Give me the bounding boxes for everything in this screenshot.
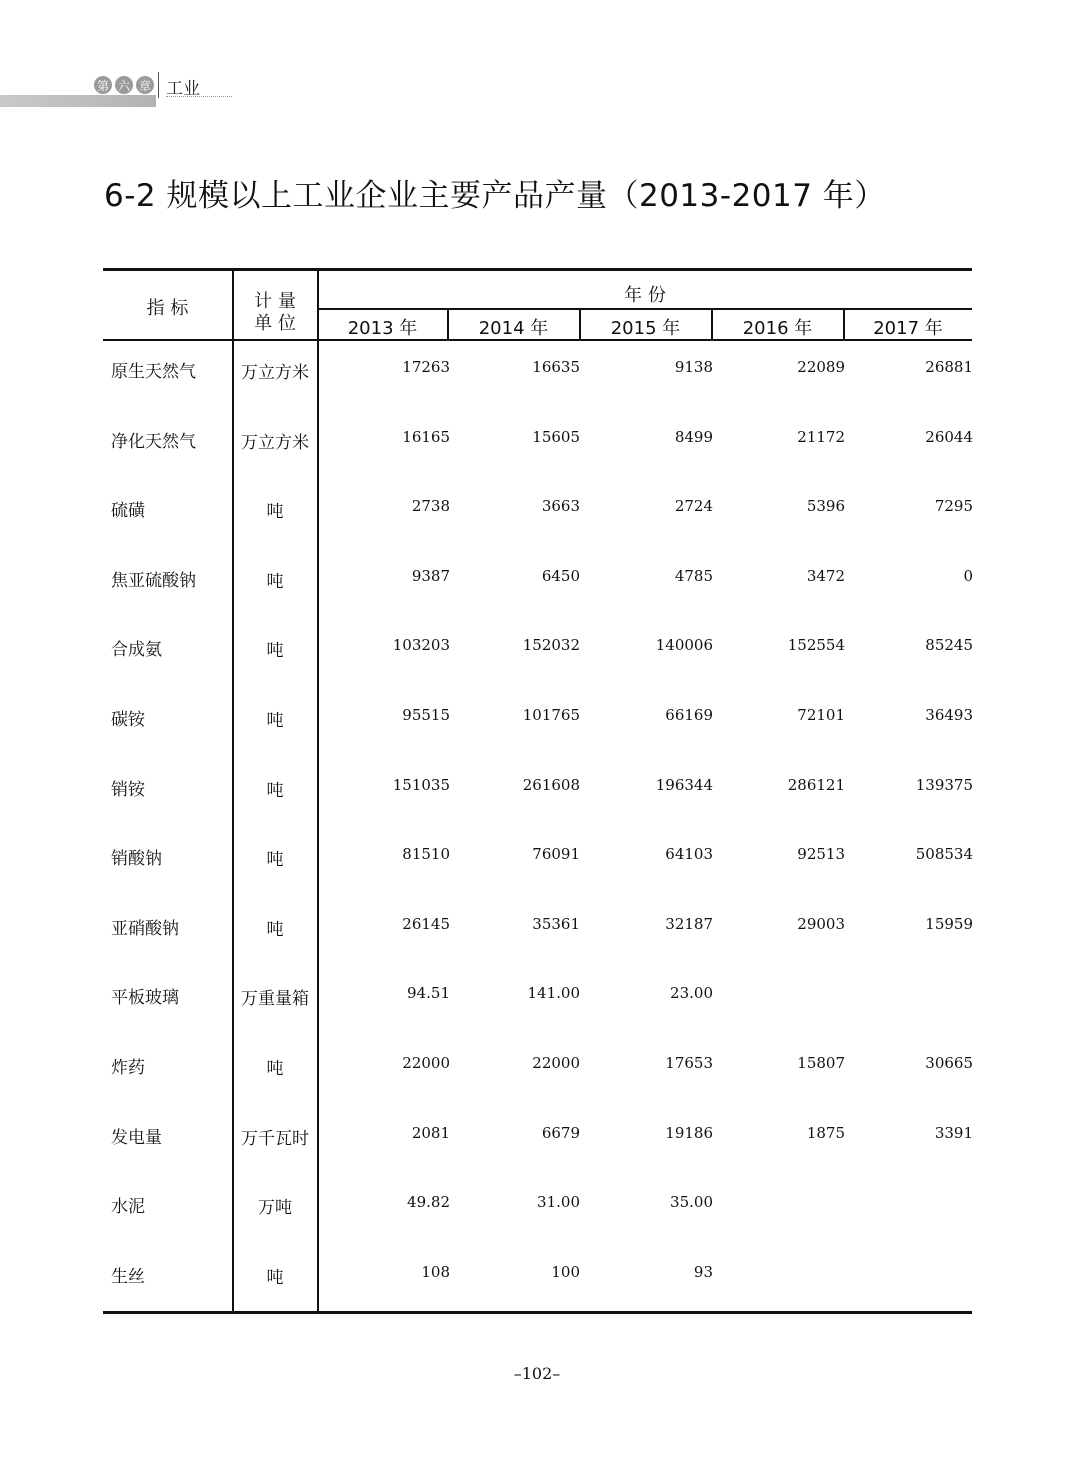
table-cell-value: 0: [963, 566, 973, 585]
row-unit-label: 吨: [266, 850, 284, 871]
row-unit-label: 万千瓦时: [241, 1128, 309, 1149]
table-cell-value: 76091: [532, 845, 580, 864]
table-cell-value: 16165: [402, 427, 450, 446]
table-cell-value: 15959: [925, 914, 973, 933]
table-cell-value: 92513: [797, 845, 845, 864]
table-cell-value: 36493: [925, 706, 973, 724]
chapter-badge-char: 章: [136, 76, 154, 94]
table-cell-value: 8499: [674, 427, 713, 446]
row-unit-label: 吨: [266, 711, 284, 731]
row-indicator-label: 销酸钠: [111, 849, 162, 870]
chapter-badge-char: 第: [94, 76, 112, 94]
chapter-divider: [158, 72, 159, 98]
row-indicator-label: 生丝: [111, 1266, 145, 1287]
table-cell-value: 26044: [925, 427, 973, 446]
year-group-rule: [318, 308, 972, 310]
row-unit-label: 吨: [266, 641, 284, 662]
table-cell-value: 108: [421, 1262, 450, 1281]
table-cell-value: 101765: [522, 706, 580, 724]
table-cell-value: 152554: [787, 636, 845, 655]
table-cell-value: 100: [551, 1262, 580, 1281]
table-cell-value: 3391: [934, 1123, 973, 1142]
row-indicator-label: 销铵: [111, 779, 145, 800]
table-cell-value: 286121: [787, 775, 845, 794]
row-indicator-label: 炸药: [111, 1058, 145, 1078]
row-indicator-label: 硫磺: [111, 501, 145, 522]
table-cell-value: 64103: [665, 845, 713, 864]
table-cell-value: 26145: [402, 914, 450, 933]
unit-column-divider: [317, 270, 319, 1312]
table-cell-value: 32187: [665, 914, 713, 933]
row-unit-label: 吨: [266, 780, 284, 801]
chapter-badge: [94, 76, 154, 94]
table-cell-value: 17263: [402, 358, 450, 376]
table-cell-value: 7295: [934, 497, 973, 516]
table-cell-value: 6450: [541, 566, 580, 585]
row-unit-label: 吨: [266, 1059, 284, 1079]
table-cell-value: 22000: [532, 1054, 580, 1072]
table-cell-value: 22000: [402, 1054, 450, 1072]
row-unit-label: 吨: [266, 502, 284, 523]
table-cell-value: 15605: [532, 427, 580, 446]
table-cell-value: 85245: [925, 636, 973, 655]
chapter-name: 工业: [166, 79, 200, 99]
table-cell-value: 49.82: [407, 1193, 450, 1212]
row-indicator-label: 平板玻璃: [111, 988, 179, 1009]
table-cell-value: 508534: [915, 845, 973, 864]
row-unit-label: 万立方米: [241, 363, 309, 383]
table-cell-value: 103203: [392, 636, 450, 655]
table-cell-value: 30665: [925, 1054, 973, 1072]
table-cell-value: 140006: [655, 636, 713, 655]
table-cell-value: 6679: [541, 1123, 580, 1142]
table-cell-value: 2081: [411, 1123, 450, 1142]
row-indicator-label: 水泥: [111, 1197, 145, 1218]
table-cell-value: 35.00: [670, 1193, 713, 1212]
year-header: 2014 年: [478, 318, 549, 339]
table-cell-value: 22089: [797, 358, 845, 376]
row-indicator-label: 净化天然气: [111, 431, 196, 452]
table-cell-value: 16635: [532, 358, 580, 376]
table-cell-value: 151035: [392, 775, 450, 794]
table-cell-value: 93: [693, 1262, 713, 1281]
year-header: 2017 年: [873, 318, 943, 339]
row-indicator-label: 碳铵: [111, 710, 145, 730]
table-cell-value: 152032: [522, 636, 580, 655]
table-cell-value: 3472: [806, 566, 845, 585]
unit-column-header-line1: 计 量: [254, 291, 296, 312]
row-unit-label: 吨: [266, 571, 284, 592]
table-cell-value: 94.51: [407, 984, 450, 1003]
row-indicator-label: 发电量: [111, 1127, 162, 1148]
table-cell-value: 95515: [402, 706, 450, 724]
table-cell-value: 9387: [411, 566, 450, 585]
table-cell-value: 17653: [665, 1054, 713, 1072]
years-group-header: 年 份: [624, 285, 666, 306]
page-number: –102–: [513, 1364, 561, 1383]
table-cell-value: 66169: [665, 706, 713, 724]
table-cell-value: 23.00: [670, 984, 713, 1003]
table-cell-value: 261608: [522, 775, 580, 794]
row-unit-label: 吨: [266, 919, 284, 940]
page-title: 6-2 规模以上工业企业主要产品产量（2013-2017 年）: [104, 178, 886, 214]
table-cell-value: 5396: [806, 497, 845, 516]
table-cell-value: 15807: [797, 1054, 845, 1072]
table-cell-value: 139375: [915, 775, 973, 794]
table-cell-value: 4785: [674, 566, 713, 585]
row-indicator-label: 合成氨: [111, 640, 162, 661]
row-unit-label: 万立方米: [241, 432, 309, 453]
row-indicator-label: 原生天然气: [111, 362, 196, 382]
unit-column-header-line2: 单 位: [254, 313, 296, 334]
table-cell-value: 21172: [797, 427, 845, 446]
table-cell-value: 35361: [532, 914, 580, 933]
table-cell-value: 31.00: [537, 1193, 580, 1212]
table-cell-value: 9138: [674, 358, 713, 376]
indicator-column-header: 指 标: [146, 298, 189, 319]
table-cell-value: 2738: [411, 497, 450, 516]
row-unit-label: 吨: [266, 1267, 284, 1288]
table-cell-value: 3663: [541, 497, 580, 516]
year-header: 2016 年: [742, 318, 813, 339]
row-unit-label: 万吨: [258, 1198, 292, 1219]
table-cell-value: 1875: [806, 1123, 845, 1142]
table-cell-value: 26881: [925, 358, 973, 376]
header-dotted-rule: [166, 96, 232, 97]
row-indicator-label: 亚硝酸钠: [111, 918, 179, 939]
table-cell-value: 2724: [674, 497, 713, 516]
table-cell-value: 29003: [797, 914, 845, 933]
table-cell-value: 81510: [402, 845, 450, 864]
chapter-badge-char: 六: [115, 76, 133, 94]
year-header: 2013 年: [347, 318, 418, 339]
table-cell-value: 19186: [665, 1123, 713, 1142]
table-cell-value: 141.00: [527, 984, 580, 1003]
table-cell-value: 72101: [797, 706, 845, 724]
row-unit-label: 万重量箱: [241, 989, 309, 1010]
row-indicator-label: 焦亚硫酸钠: [111, 570, 196, 591]
chapter-header-bar: [0, 95, 156, 107]
year-header: 2015 年: [610, 318, 681, 339]
table-cell-value: 196344: [655, 775, 713, 794]
